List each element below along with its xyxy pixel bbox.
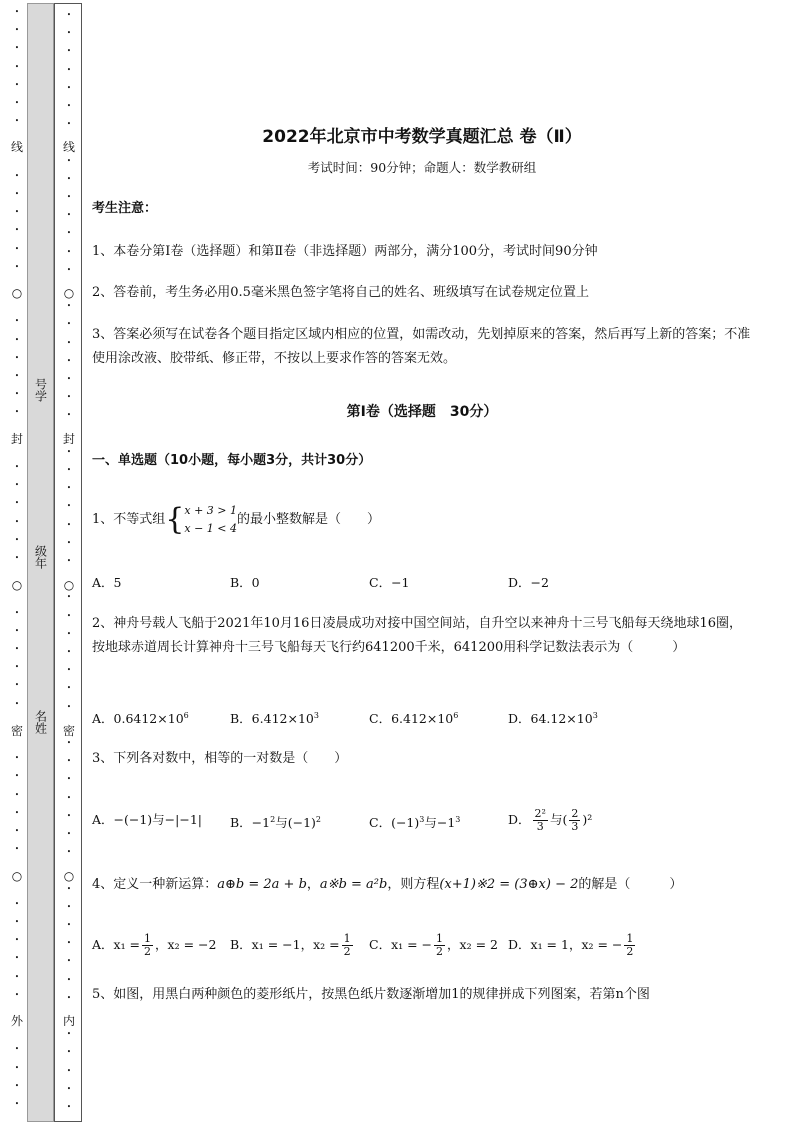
binding-dot: • <box>14 845 20 854</box>
q4-c-den: 2 <box>436 945 444 958</box>
binding-dot: • <box>66 65 72 74</box>
binding-dot: • <box>66 1066 72 1075</box>
binding-dot: • <box>14 117 20 126</box>
binding-dot: • <box>66 684 72 693</box>
binding-dot: • <box>66 302 72 311</box>
question-1 <box>92 498 752 542</box>
binding-dot: • <box>66 538 72 547</box>
binding-dot: • <box>14 790 20 799</box>
q2-b-label: B．6.412×10 <box>230 711 314 726</box>
binding-mark: 外 <box>10 1014 23 1028</box>
notes-heading: 考生注意： <box>92 201 158 216</box>
q2-c-exp: 6 <box>453 710 459 720</box>
binding-dot: • <box>14 262 20 271</box>
q3-d-pre: D． <box>508 812 531 827</box>
q4-option-b[interactable] <box>230 931 355 959</box>
q4-d-den: 2 <box>626 945 634 958</box>
q3-c-mid: 与−1 <box>424 815 456 831</box>
q3-d-den2: 3 <box>571 820 579 833</box>
q4-c-post: ，x₂ = 2 <box>447 937 498 952</box>
binding-dot: • <box>66 338 72 347</box>
q2-b-exp: 3 <box>313 710 319 720</box>
binding-dot: • <box>14 899 20 908</box>
binding-dot: • <box>14 408 20 417</box>
binding-dot: • <box>14 390 20 399</box>
q3-c-pre: C．(−1) <box>369 815 420 831</box>
binding-dot: • <box>14 699 20 708</box>
binding-dot: • <box>66 447 72 456</box>
q4-mid: ，则方程 <box>387 877 440 892</box>
binding-dot: • <box>14 663 20 672</box>
q3-b-pre: B．−1 <box>230 815 271 831</box>
binding-dot: • <box>14 226 20 235</box>
inner-dotted-line <box>54 0 84 1123</box>
q3-d-num1: 2² <box>534 807 546 820</box>
binding-mark: ○ <box>63 578 75 592</box>
q4-b-den: 2 <box>343 945 351 958</box>
binding-dot: • <box>66 848 72 857</box>
binding-dot: • <box>14 317 20 326</box>
note-1: 1、本卷分第Ⅰ卷（选择题）和第Ⅱ卷（非选择题）两部分，满分100分，考试时间90分钟 <box>92 244 598 259</box>
q4-option-d[interactable] <box>508 931 637 959</box>
binding-dot: • <box>66 356 72 365</box>
q1-system <box>184 502 237 538</box>
binding-dot: • <box>66 29 72 38</box>
q1-option-c[interactable]: C．−1 <box>369 575 410 590</box>
part-heading: 一、单选题（10小题，每小题3分，共计30分） <box>92 453 372 468</box>
binding-dot: • <box>14 517 20 526</box>
binding-dot: • <box>66 775 72 784</box>
binding-dot: • <box>14 1081 20 1090</box>
q3-d-mid: 与( <box>549 812 568 827</box>
binding-dot: • <box>66 702 72 711</box>
binding-dot: • <box>14 481 20 490</box>
binding-dot: • <box>14 936 20 945</box>
q4-sep: ， <box>306 877 320 892</box>
binding-dot: • <box>66 1048 72 1057</box>
field-label-grade: 级年 <box>33 545 48 569</box>
binding-dot: • <box>66 993 72 1002</box>
binding-dot: • <box>66 320 72 329</box>
binding-dot: • <box>66 629 72 638</box>
binding-dot: • <box>14 80 20 89</box>
binding-dot: • <box>66 102 72 110</box>
q4-a-den: 2 <box>144 945 152 958</box>
q2-d-label: D．64.12×10 <box>508 711 593 726</box>
binding-dot: • <box>66 393 72 402</box>
binding-dot: • <box>66 902 72 911</box>
q4-equation: (x+1)※2 = (3⊕x) − 2 <box>439 877 579 892</box>
q2-a-label: A．0.6412×10 <box>92 711 184 726</box>
binding-dot: • <box>14 1063 20 1072</box>
q4-def1: a⊕b = 2a + b <box>217 877 307 892</box>
binding-dot: • <box>14 554 20 562</box>
binding-dot: • <box>14 772 20 781</box>
binding-dot: • <box>66 1030 72 1039</box>
q3-d-frac2 <box>569 808 580 833</box>
binding-dot: • <box>14 190 20 198</box>
q3-option-b[interactable] <box>230 806 321 837</box>
section-title: 第Ⅰ卷（选择题 30分） <box>346 404 498 420</box>
binding-dot: • <box>66 11 72 19</box>
binding-dot: • <box>66 466 72 474</box>
question-4 <box>92 873 752 897</box>
binding-dot: • <box>66 411 72 420</box>
student-number-field <box>27 378 54 402</box>
q4-prefix: 4、定义一种新运算： <box>92 877 218 892</box>
binding-dot: • <box>14 827 20 835</box>
q1-line1: x + 3 > 1 <box>184 503 237 517</box>
q1-suffix: 的最小整数解是（ ） <box>237 512 381 527</box>
q3-d-num2: 2 <box>571 807 579 820</box>
q2-option-d[interactable] <box>508 709 598 727</box>
grade-field <box>27 545 54 569</box>
binding-dot: • <box>14 990 20 999</box>
binding-dot: • <box>14 681 20 690</box>
q3-b-exp2: 2 <box>315 815 321 824</box>
q2-a-exp: 6 <box>183 710 189 720</box>
q3-b-mid: 与(−1) <box>275 815 316 831</box>
binding-dot: • <box>66 211 72 220</box>
binding-dot: • <box>14 99 20 107</box>
q4-b-frac <box>342 933 353 958</box>
q3-d-frac1 <box>533 808 548 833</box>
binding-dot: • <box>66 193 72 201</box>
q1-option-d[interactable]: D．−2 <box>508 575 549 590</box>
binding-mark: ○ <box>11 869 23 883</box>
binding-dot: • <box>66 884 72 893</box>
q4-a-frac <box>142 933 153 958</box>
q4-option-a[interactable] <box>92 931 216 959</box>
binding-dot: • <box>14 208 20 217</box>
binding-dot: • <box>66 739 72 747</box>
binding-dot: • <box>14 463 20 471</box>
note-2: 2、答卷前，考生务必用0.5毫米黑色签字笔将自己的姓名、班级填写在试卷规定位置上 <box>92 285 589 300</box>
binding-mark: ○ <box>11 286 23 300</box>
binding-mark: 密 <box>62 724 75 738</box>
binding-dot: • <box>66 975 72 984</box>
q4-a-post: ，x₂ = −2 <box>155 937 217 952</box>
binding-dot: • <box>66 1103 72 1111</box>
binding-dot: • <box>66 593 72 602</box>
q2-option-c[interactable] <box>369 709 458 727</box>
q1-option-a[interactable]: A．5 <box>92 575 122 590</box>
binding-mark: ○ <box>63 286 75 300</box>
q3-option-a[interactable]: A．−(−1)与−|−1| <box>92 812 203 827</box>
q1-option-b[interactable]: B．0 <box>230 575 260 590</box>
q4-d-frac <box>624 933 635 958</box>
q4-b-text: B．x₁ = −1，x₂ = <box>230 937 340 952</box>
q4-d-num: 1 <box>626 932 634 945</box>
name-field <box>27 710 54 734</box>
binding-mark: 封 <box>62 432 75 446</box>
binding-dot: • <box>14 499 20 508</box>
q3-d-den1: 3 <box>536 820 544 833</box>
question-2: 2、神舟号载人飞船于2021年10月16日凌晨成功对接中国空间站，自升空以来神舟十三号飞船每天绕地球16圈，按地球赤道周长计算神舟十三号飞船每天飞行约641200千米，641200用科学记数法表示为（ ） <box>92 616 742 655</box>
binding-dot: • <box>66 156 72 165</box>
q4-a-pre: A．x₁ = <box>92 937 141 952</box>
q4-suffix: 的解是（ ） <box>578 877 683 892</box>
binding-dot: • <box>66 247 72 256</box>
binding-dot: • <box>66 921 72 929</box>
binding-dot: • <box>14 645 20 653</box>
binding-mark: ○ <box>11 578 23 592</box>
binding-mark: ○ <box>63 869 75 883</box>
q4-option-c[interactable] <box>369 931 498 959</box>
binding-dot: • <box>66 939 72 948</box>
binding-dot: • <box>14 335 20 344</box>
q1-line2: x − 1 < 4 <box>184 521 237 535</box>
binding-dot: • <box>66 484 72 493</box>
binding-dot: • <box>66 47 72 56</box>
binding-dot: • <box>66 557 72 565</box>
binding-dot: • <box>66 83 72 92</box>
binding-dot: • <box>14 626 20 635</box>
binding-mark: 线 <box>10 140 23 154</box>
exam-subtitle: 考试时间：90分钟；命题人：数学教研组 <box>307 160 537 175</box>
field-label-number: 号学 <box>33 378 48 402</box>
binding-dot: • <box>14 1045 20 1054</box>
binding-dot: • <box>66 265 72 274</box>
q3-b-exp1: 2 <box>270 815 276 824</box>
binding-dot: • <box>14 62 20 71</box>
q3-d-post: )² <box>582 812 593 827</box>
q1-prefix: 1、不等式组 <box>92 512 166 527</box>
exam-title: 2022年北京市中考数学真题汇总 卷（Ⅱ） <box>262 127 582 147</box>
q2-option-b[interactable] <box>230 709 319 727</box>
binding-dot: • <box>66 520 72 529</box>
q1-brace: { <box>165 501 185 537</box>
binding-dot: • <box>14 954 20 963</box>
binding-dot: • <box>14 353 20 362</box>
binding-dot: • <box>14 26 20 35</box>
binding-dot: • <box>14 372 20 380</box>
binding-dot: • <box>14 754 20 763</box>
q3-c-exp2: 3 <box>455 815 461 824</box>
binding-dot: • <box>14 244 20 253</box>
binding-mark: 线 <box>62 140 75 154</box>
q3-option-d[interactable] <box>508 806 592 834</box>
binding-dot: • <box>14 608 20 617</box>
binding-dot: • <box>66 1084 72 1093</box>
q4-d-pre: D．x₁ = 1，x₂ = − <box>508 937 623 952</box>
binding-dot: • <box>14 972 20 981</box>
binding-dot: • <box>66 957 72 966</box>
q2-d-exp: 3 <box>592 710 598 720</box>
q4-a-num: 1 <box>144 932 152 945</box>
binding-dot: • <box>14 535 20 544</box>
q3-option-c[interactable] <box>369 806 460 837</box>
binding-dot: • <box>66 793 72 802</box>
q2-c-label: C．6.412×10 <box>369 711 454 726</box>
note-3: 3、答案必须写在试卷各个题目指定区域内相应的位置，如需改动，先划掉原来的答案，然后再写上新的答案；不准使用涂改液、胶带纸、修正带，不按以上要求作答的答案无效。 <box>92 327 751 366</box>
field-label-name: 名姓 <box>33 710 48 734</box>
q4-c-num: 1 <box>436 932 444 945</box>
q4-c-frac <box>434 933 445 958</box>
binding-dot: • <box>66 648 72 656</box>
binding-mark: 内 <box>62 1014 75 1028</box>
binding-dot: • <box>14 808 20 817</box>
binding-dot: • <box>66 666 72 675</box>
binding-dot: • <box>14 918 20 926</box>
question-3: 3、下列各对数中，相等的一对数是（ ） <box>92 751 348 766</box>
binding-dot: • <box>66 174 72 183</box>
q2-option-a[interactable] <box>92 709 189 727</box>
binding-dot: • <box>14 171 20 180</box>
binding-dot: • <box>66 830 72 838</box>
binding-dot: • <box>66 375 72 383</box>
binding-dot: • <box>66 611 72 620</box>
binding-dot: • <box>66 120 72 129</box>
binding-dot: • <box>66 811 72 820</box>
binding-dot: • <box>66 502 72 511</box>
q4-b-num: 1 <box>343 932 351 945</box>
binding-mark: 封 <box>10 432 23 446</box>
q3-c-exp1: 3 <box>419 815 425 824</box>
binding-dot: • <box>66 229 72 238</box>
binding-mark: 密 <box>10 724 23 738</box>
q4-c-pre: C．x₁ = − <box>369 937 433 952</box>
question-5: 5、如图，用黑白两种颜色的菱形纸片，按黑色纸片数逐渐增加1的规律拼成下列图案，若第n个图 <box>92 987 650 1002</box>
q4-def2: a※b = a²b <box>319 877 388 892</box>
binding-dot: • <box>14 44 20 53</box>
binding-dot: • <box>66 757 72 766</box>
binding-dot: • <box>14 1100 20 1108</box>
binding-dot: • <box>14 8 20 16</box>
